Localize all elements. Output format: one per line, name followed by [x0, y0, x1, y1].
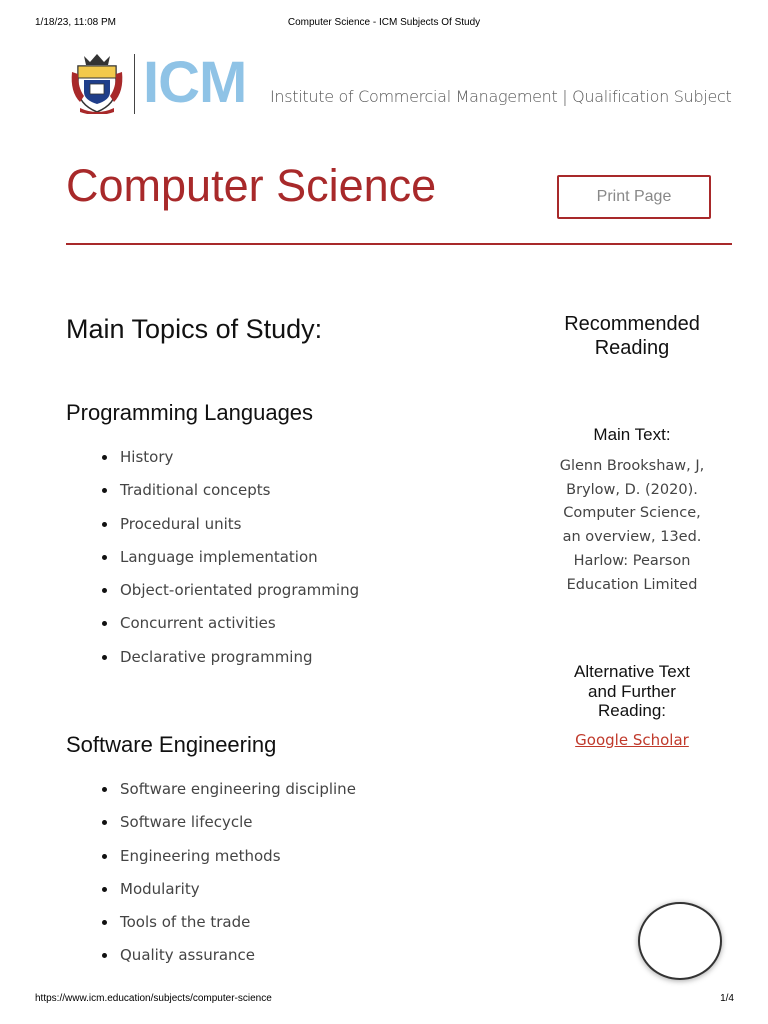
citation-line: Computer Science, [563, 505, 701, 522]
list-item-label: Traditional concepts [120, 481, 271, 500]
list-item [100, 647, 359, 680]
print-page-button[interactable]: Print Page [557, 175, 711, 219]
list-item [100, 912, 356, 945]
list-item [100, 779, 356, 812]
page-number: 1/4 [720, 993, 734, 1004]
bullet-icon [102, 555, 107, 560]
list-item-label: Software lifecycle [120, 813, 253, 832]
bullet-icon [102, 455, 107, 460]
recommended-reading-heading [540, 312, 724, 360]
google-scholar-link[interactable]: Google Scholar [575, 731, 689, 749]
bullet-icon [102, 820, 107, 825]
list-item-label: History [120, 448, 174, 466]
heading-line: Reading: [597, 701, 667, 720]
list-item [100, 514, 359, 547]
main-topics-heading: Main Topics of Study: [66, 314, 323, 344]
heading-line: and Further [588, 681, 676, 701]
list-item-label: Concurrent activities [120, 614, 276, 633]
print-document-title: Computer Science - ICM Subjects Of Study [287, 17, 481, 28]
list-item [100, 447, 359, 480]
list-item [100, 945, 356, 978]
software-engineering-list [100, 779, 356, 979]
bullet-icon [102, 488, 107, 493]
heading-line: Alternative Text [574, 662, 690, 681]
bullet-icon [102, 522, 107, 527]
citation-text [540, 455, 724, 597]
section-heading-software-engineering: Software Engineering [66, 732, 277, 757]
page-url: https://www.icm.education/subjects/computer-science [35, 993, 272, 1004]
list-item [100, 879, 356, 912]
bullet-icon [102, 920, 107, 925]
list-item [100, 547, 359, 580]
bullet-icon [102, 588, 107, 593]
list-item-label: Procedural units [120, 514, 242, 533]
list-item-label: Engineering methods [120, 846, 281, 865]
bullet-icon [102, 621, 107, 626]
citation-line: Glenn Brookshaw, J, [559, 458, 705, 474]
bullet-icon [102, 953, 107, 958]
list-item [100, 480, 359, 513]
citation-line: Education Limited [566, 576, 698, 593]
heading-line: Reading [594, 337, 670, 359]
icm-crest-logo [70, 52, 124, 114]
heading-line: Recommended [564, 313, 700, 335]
section-heading-programming-languages: Programming Languages [66, 400, 314, 425]
citation-line: Harlow: Pearson [573, 552, 691, 569]
bullet-icon [102, 655, 107, 660]
chat-widget-button[interactable] [638, 902, 722, 980]
list-item-label: Software engineering discipline [120, 780, 356, 798]
programming-languages-list [100, 447, 359, 680]
main-text-heading: Main Text: [593, 425, 671, 444]
list-item-label: Language implementation [120, 547, 318, 566]
list-item [100, 580, 359, 613]
citation-line: an overview, 13ed. [562, 529, 702, 546]
list-item-label: Declarative programming [120, 647, 313, 666]
list-item-label: Tools of the trade [120, 913, 251, 932]
bullet-icon [102, 787, 107, 792]
icm-logo-text: ICM [143, 50, 247, 115]
list-item [100, 812, 356, 845]
title-divider [66, 243, 732, 245]
list-item-label: Object-orientated programming [120, 581, 360, 600]
bullet-icon [102, 887, 107, 892]
bullet-icon [102, 854, 107, 859]
print-date: 1/18/23, 11:08 PM [35, 17, 116, 28]
list-item [100, 846, 356, 879]
logo-tagline: Institute of Commercial Management | Qualification Subject [270, 87, 732, 106]
list-item-label: Modularity [120, 879, 200, 898]
logo-divider [134, 54, 135, 114]
alternative-reading-heading [540, 662, 724, 721]
list-item-label: Quality assurance [120, 946, 256, 965]
list-item [100, 613, 359, 646]
page-title: Computer Science [66, 160, 437, 211]
citation-line: Brylow, D. (2020). [566, 481, 698, 498]
